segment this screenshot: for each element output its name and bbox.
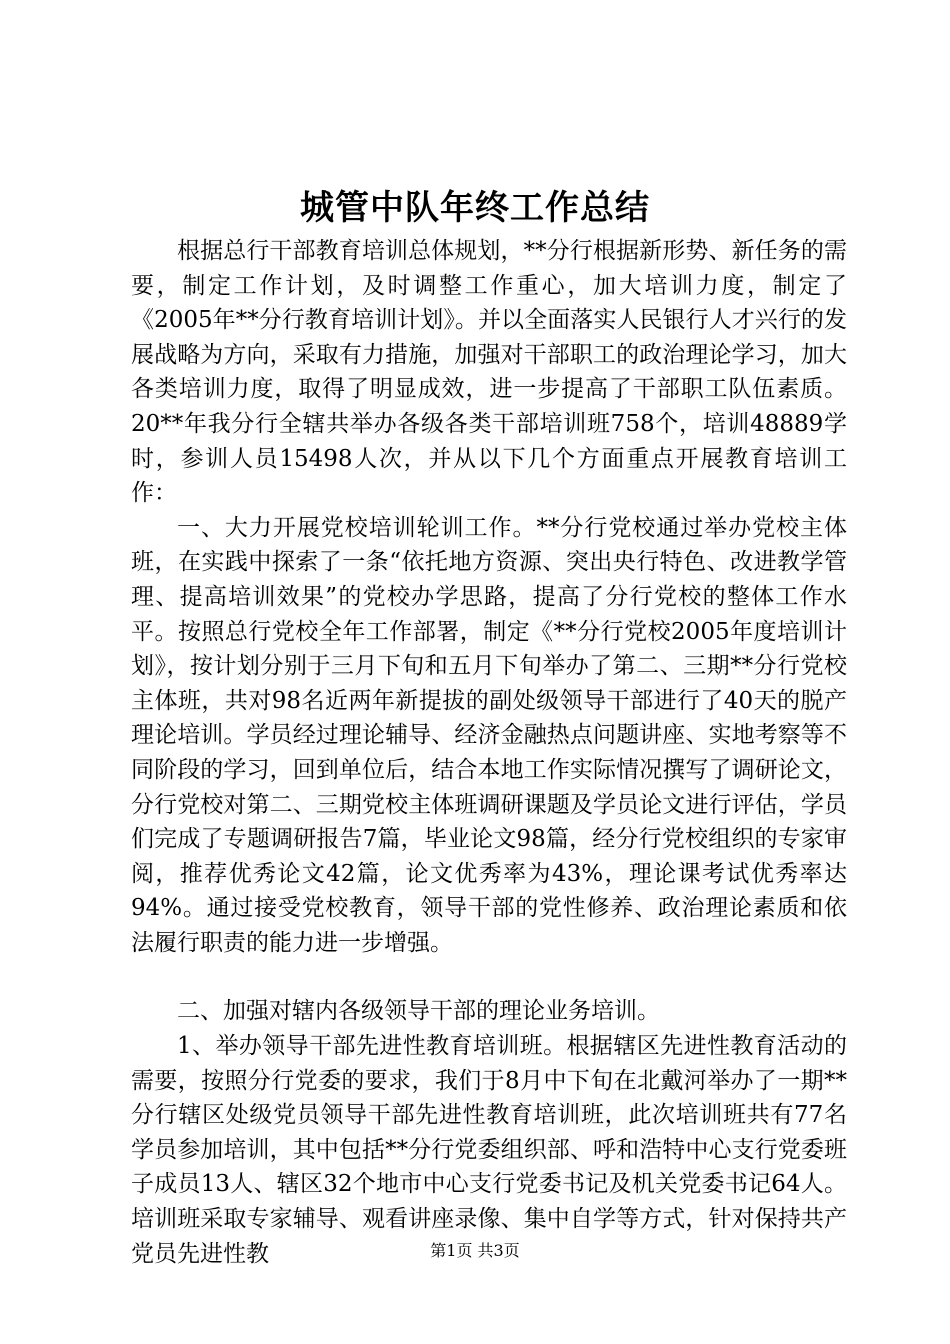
paragraph-leader-training: 1、举办领导干部先进性教育培训班。根据辖区先进性教育活动的需要，按照分行党委的要求，我们于8月中下旬在北戴河举办了一期**分行辖区处级党员领导干部先进性教育培训班，此次培训班共有77名学员参加培训，其中包括**分行党委组织部、呼和浩特中心支行党委班子成员13人、辖区32个地市中心支行党委书记及机关党委书记64人。培训班采取专家辅导、观看讲座录像、集中自学等方式，针对保持共产党员先进性教 [131,1033,847,1267]
paragraph-section-two-heading: 二、加强对辖内各级领导干部的理论业务培训。 [177,998,660,1025]
document-body [131,234,847,1271]
document-title: 城管中队年终工作总结 [300,188,650,228]
paragraph-party-school: 一、大力开展党校培训轮训工作。**分行党校通过举办党校主体班，在实践中探索了一条“依托地方资源、突出央行特色、改进教学管理、提高培训效果”的党校办学思路，提高了分行党校的整体工作水平。按照总行党校全年工作部署，制定《**分行党校2005年度培训计划》，按计划分别于三月下旬和五月下旬举办了第二、三期**分行党校主体班，共对98名近两年新提拔的副处级领导干部进行了40天的脱产理论培训。学员经过理论辅导、经济金融热点问题讲座、实地考察等不同阶段的学习，回到单位后，结合本地工作实际情况撰写了调研论文，分行党校对第二、三期党校主体班调研课题及学员论文进行评估，学员们完成了专题调研报告7篇，毕业论文98篇，经分行党校组织的专家审阅，推荐优秀论文42篇，论文优秀率为43%，理论课考试优秀率达94%。通过接受党校教育，领导干部的党性修养、政治理论素质和依法履行职责的能力进一步增强。 [131,514,847,956]
page-footer: 第1页 共3页 [430,1241,520,1260]
paragraph-intro: 根据总行干部教育培训总体规划，**分行根据新形势、新任务的需要，制定工作计划，及时调整工作重心，加大培训力度，制定了《2005年**分行教育培训计划》。并以全面落实人民银行人才兴行的发展战略为方向，采取有力措施，加强对干部职工的政治理论学习，加大各类培训力度，取得了明显成效，进一步提高了干部职工队伍素质。20**年我分行全辖共举办各级各类干部培训班758个，培训48889学时，参训人员15498人次，并从以下几个方面重点开展教育培训工作： [131,238,847,507]
